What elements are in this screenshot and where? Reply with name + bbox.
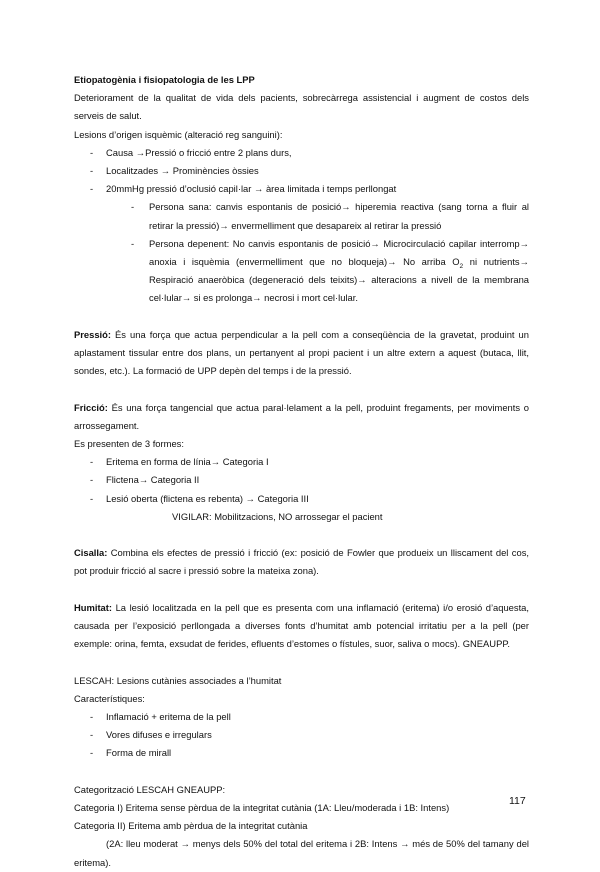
page-number: 117 bbox=[509, 795, 526, 807]
ischemic-title: Lesions d’origen isquèmic (alteració reg sanguini): bbox=[74, 128, 283, 140]
list-item-healthy: - Persona sana: canvis espontanis de posició→ hiperemia reactiva (sang torna a fluir al retirar la pressió)→ envermelliment que desapareix al retirar la pressió bbox=[74, 198, 529, 234]
friccio-forms-title: Es presenten de 3 formes: bbox=[74, 438, 184, 450]
list-item: - 20mmHg pressió d’oclusió capil·lar → àrea limitada i temps perllongat bbox=[74, 180, 529, 198]
list-item: - Localitzades → Prominències òssies bbox=[74, 162, 529, 180]
humitat-term: Humitat: bbox=[74, 601, 113, 613]
list-item-dependent: - Persona depenent: No canvis espontanis de posició→ Microcirculació capilar interromp→ anoxia i isquèmia (envermelliment que no bloqueja)→ No arriba $O_2$ ni nutrients→ Respiració anaeròbica (degeneració dels teixits)→ alteracions a nivell de la membrana cel·lular→ si es prolonga→ necrosi i mort cel·lular. bbox=[74, 235, 529, 308]
ischemic-list bbox=[74, 144, 529, 199]
list-item: - Vores difuses e irregulars bbox=[74, 726, 529, 744]
list-item: - Lesió oberta (flictena es rebenta) → Categoria III bbox=[74, 490, 529, 508]
categ-cat1: Categoria I) Eritema sense pèrdua de la integritat cutània (1A: Lleu/moderada i 1B: Intens) bbox=[74, 802, 450, 814]
pressio-paragraph: Pressió: És una força que actua perpendicular a la pell com a conseqüència de la gravetat, produint un aplastament tissular entre dos plans, un pertanyent al propi pacient i un altre extern a aquest (butaca, llit, sondes, etc.). La formació de UPP depèn del temps i de la pressió. bbox=[74, 328, 529, 377]
document-page bbox=[74, 71, 529, 872]
friccio-note: VIGILAR: Mobilitzacions, NO arrossegar el pacient bbox=[172, 510, 383, 522]
list-item: - Flictena→ Categoria II bbox=[74, 471, 529, 489]
friccio-term: Fricció: bbox=[74, 401, 108, 413]
lescah-chars-title: Característiques: bbox=[74, 692, 145, 704]
humitat-paragraph: Humitat: La lesió localitzada en la pell que es presenta com una inflamació (eritema) i/o erosió d’aquesta, causada per l’exposició perllongada a diverses fonts d’humitat amb potencial irritatiu per a la pell (per exemple: orina, femta, exsudat de ferides, efluents d’estomes o fístules, suor, saliva o mocs). GNEAUPP. bbox=[74, 601, 529, 650]
categ-title: Categorització LESCAH GNEAUPP: bbox=[74, 783, 226, 795]
friccio-forms-list bbox=[74, 453, 529, 508]
pressio-term: Pressió: bbox=[74, 328, 111, 340]
list-item: - Causa →Pressió o fricció entre 2 plans durs, bbox=[74, 144, 529, 162]
friccio-paragraph: Fricció: És una força tangencial que actua paral·lelament a la pell, produint fregaments, per moviments o arrossegament. bbox=[74, 401, 529, 431]
lescah-chars-list bbox=[74, 708, 529, 763]
cisalla-term: Cisalla: bbox=[74, 547, 108, 559]
list-item: - Eritema en forma de línia→ Categoria I bbox=[74, 453, 529, 471]
person-sublist bbox=[74, 198, 529, 307]
categ-cat2-detail: (2A: lleu moderat → menys dels 50% del total del eritema i 2B: Intens → més de 50% del tamany del eritema). bbox=[74, 838, 529, 868]
intro-paragraph: Deteriorament de la qualitat de vida dels pacients, sobrecàrrega assistencial i augment de costos dels serveis de salut. bbox=[74, 92, 529, 122]
categ-cat2: Categoria II) Eritema amb pèrdua de la integritat cutània bbox=[74, 820, 308, 832]
lescah-title: LESCAH: Lesions cutànies associades a l’humitat bbox=[74, 674, 282, 686]
list-item: - Inflamació + eritema de la pell bbox=[74, 708, 529, 726]
list-item: - Forma de mirall bbox=[74, 744, 529, 762]
cisalla-paragraph: Cisalla: Combina els efectes de pressió i fricció (ex: posició de Fowler que produeix un lliscament del cos, pot produir fricció al sacre i pressió sobre la mateixa zona). bbox=[74, 547, 529, 577]
section-heading: Etiopatogènia i fisiopatologia de les LPP bbox=[74, 74, 255, 85]
